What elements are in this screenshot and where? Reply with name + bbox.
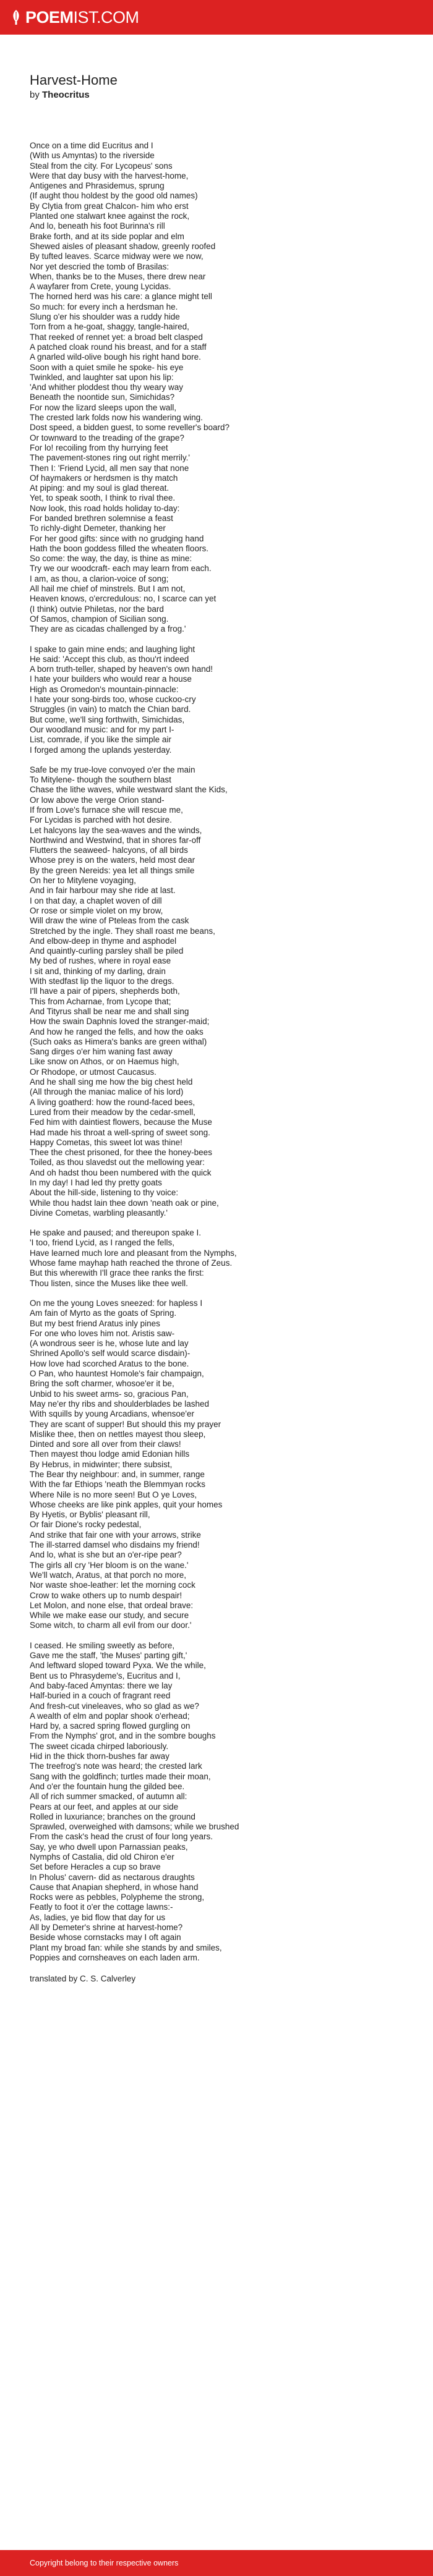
poem-line: Steal from the city. For Lycopeus' sons — [30, 161, 173, 171]
poem-line: Am fain of Myrto as the goats of Spring. — [30, 1308, 177, 1318]
poem-line: Of haymakers or herdsmen is thy match — [30, 473, 178, 483]
poem-line: Will draw the wine of Pteleas from the cask — [30, 916, 189, 926]
site-header — [0, 0, 433, 35]
poem-line: (A wondrous seer is he, whose lute and lay — [30, 1339, 189, 1349]
poem-line: Gave me the staff, 'the Muses' parting gift,' — [30, 1651, 187, 1661]
poem-line: Now look, this road holds holiday to-day: — [30, 503, 180, 513]
poem-line: And o'er the fountain hung the gilded bee. — [30, 1781, 185, 1791]
poem-line: Whose prey is on the waters, held most dear — [30, 855, 195, 865]
poem-line: Then I: 'Friend Lycid, all men say that none — [30, 463, 189, 473]
poem-line: By tufted leaves. Scarce midway were we now, — [30, 252, 204, 261]
poem-stanza — [30, 765, 433, 1218]
poem-line: And lo, what is she but an o'er-ripe pear? — [30, 1550, 182, 1560]
poem-line: For her good gifts: since with no grudging hand — [30, 533, 204, 543]
poem-line: Once on a time did Eucritus and I — [30, 141, 153, 150]
poem-line: O Pan, who hauntest Homole's fair champaign, — [30, 1369, 204, 1379]
poem-line: Bring the soft charmer, whosoe'er it be, — [30, 1379, 174, 1389]
poem-line: And quaintly-curling parsley shall be piled — [30, 946, 184, 956]
poem-line: Thee the chest prisoned, for thee the honey-bees — [30, 1148, 212, 1158]
site-logo-link[interactable] — [11, 9, 139, 26]
poem-line: Fed him with daintiest flowers, because the Muse — [30, 1117, 212, 1127]
poem-line: Where Nile is no more seen! But O ye Loves, — [30, 1489, 197, 1499]
poem-line: By Hebrus, in midwinter; there subsist, — [30, 1459, 173, 1469]
poem-line: Torn from a he-goat, shaggy, tangle-haired, — [30, 322, 189, 332]
poem-line: May ne'er thy ribs and shoulderblades be lashed — [30, 1399, 210, 1409]
poem-line: Were that day busy with the harvest-home, — [30, 171, 189, 180]
poem-line: List, comrade, if you like the simple air — [30, 735, 171, 745]
poem-line: Heaven knows, o'ercredulous: no, I scarce can yet — [30, 594, 216, 604]
poem-line: Nor yet descried the tomb of Brasilas: — [30, 261, 169, 271]
poem-line: Bent us to Phrasydeme's, Eucritus and I, — [30, 1671, 181, 1680]
poem-line: (All through the maniac malice of his lord) — [30, 1087, 184, 1097]
poem-line: I hate your builders who would rear a house — [30, 674, 192, 684]
poem-line: Antigenes and Phrasidemus, sprung — [30, 181, 165, 191]
poem-line: From the cask's head the crust of four long years. — [30, 1832, 213, 1842]
poem-line: A gnarled wild-olive bough his right hand bore. — [30, 352, 201, 362]
site-footer — [0, 2550, 433, 2576]
poem-line: Whose cheeks are like pink apples, quit your homes — [30, 1499, 223, 1509]
logo-light-text: IST.COM — [73, 7, 139, 27]
poem-line: To Mitylene- though the southern blast — [30, 775, 171, 785]
poem-line: (I think) outvie Philetas, nor the bard — [30, 604, 164, 614]
poem-line: At piping: and my soul is glad thereat. — [30, 483, 169, 493]
poem-line: About the hill-side, listening to thy voice: — [30, 1188, 179, 1198]
poem-byline — [30, 90, 433, 100]
poem-line: But come, we'll sing forthwith, Simichidas, — [30, 714, 185, 724]
poem-line: Cause that Anapian shepherd, in whose hand — [30, 1882, 199, 1892]
poem-line: Struggles (in vain) to match the Chian bard. — [30, 705, 191, 714]
translator-credit: translated by C. S. Calverley — [30, 1974, 136, 1984]
poem-line: And lo, beneath his foot Burinna's rill — [30, 221, 165, 231]
poem-line: Planted one stalwart knee against the rock, — [30, 211, 190, 221]
poem-line: For one who loves him not. Aristis saw- — [30, 1328, 175, 1338]
poem-line: While we make ease our study, and secure — [30, 1611, 189, 1621]
poem-line: Whose fame mayhap hath reached the throne of Zeus. — [30, 1258, 233, 1268]
poem-line: Beneath the noontide sun, Simichidas? — [30, 392, 175, 402]
poem-line: Our woodland music: and for my part I- — [30, 724, 174, 734]
poem-line: And oh hadst thou been numbered with the quick — [30, 1167, 212, 1177]
poem-stanza — [30, 1641, 433, 1964]
poem-line: All of rich summer smacked, of autumn all: — [30, 1792, 187, 1802]
poem-line: My bed of rushes, where in royal ease — [30, 956, 171, 966]
poem-line: In my day! I had led thy pretty goats — [30, 1177, 162, 1187]
poem-line: (With us Amyntas) to the riverside — [30, 151, 155, 161]
poem-line: High as Oromedon's mountain-pinnacle: — [30, 684, 179, 694]
logo-bold-text: POEM — [25, 7, 74, 27]
poem-line: How the swain Daphnis loved the stranger-maid; — [30, 1017, 210, 1027]
poem-line: They are scant of supper! But should this my prayer — [30, 1419, 221, 1429]
poem-line: The Bear thy neighbour: and, in summer, range — [30, 1470, 205, 1479]
poem-line: Or Rhodope, or utmost Caucasus. — [30, 1067, 156, 1077]
poem-line: And in fair harbour may she ride at last. — [30, 886, 176, 896]
poem-line: Pears at our feet, and apples at our side — [30, 1802, 179, 1811]
poem-line: Let Molon, and none else, that ordeal brave: — [30, 1600, 194, 1610]
poem-line: Happy Cometas, this sweet lot was thine! — [30, 1137, 182, 1147]
poem-line: Mislike thee, then on nettles mayest thou sleep, — [30, 1429, 206, 1439]
by-label: by — [30, 90, 40, 100]
poem-line: The horned herd was his care: a glance might tell — [30, 292, 212, 302]
poem-line: A born truth-teller, shaped by heaven's own hand! — [30, 664, 213, 674]
poem-line: Or townward to the treading of the grape? — [30, 433, 184, 443]
poem-line: With squills by young Arcadians, whensoe'er — [30, 1409, 194, 1419]
poem-line: They are as cicadas challenged by a frog.' — [30, 624, 186, 634]
poem-line: 'I too, friend Lycid, as I ranged the fells, — [30, 1238, 174, 1248]
poem-line: Hath the boon goddess filled the wheaten floors. — [30, 543, 208, 553]
poem-line: Or rose or simple violet on my brow, — [30, 905, 163, 915]
poem-line: Sang with the goldfinch; turtles made their moan, — [30, 1771, 211, 1781]
poem-line: Dinted and sore all over from their claws! — [30, 1439, 181, 1449]
poem-line: Unbid to his sweet arms- so, gracious Pan, — [30, 1389, 189, 1399]
poem-line: Nymphs of Castalia, did old Chiron e'er — [30, 1852, 174, 1862]
poem-line: Some witch, to charm all evil from our door.' — [30, 1621, 192, 1630]
poem-line: He said: 'Accept this club, as thou'rt indeed — [30, 654, 189, 664]
poem-line: Rocks were as pebbles, Polypheme the strong, — [30, 1892, 205, 1902]
poem-line: Say, ye who dwell upon Parnassian peaks, — [30, 1842, 188, 1852]
poem-line: Or low above the verge Orion stand- — [30, 795, 165, 805]
poem-line: Hard by, a sacred spring flowed gurgling on — [30, 1721, 191, 1731]
poem-line: 'And whither ploddest thou thy weary way — [30, 383, 183, 392]
poem-line: So come: the way, the day, is thine as mine: — [30, 554, 192, 564]
poem-line: Featly to foot it o'er the cottage lawns:- — [30, 1902, 173, 1912]
poem-line: On me the young Loves sneezed: for hapless I — [30, 1298, 203, 1308]
poem-line: Half-buried in a couch of fragrant reed — [30, 1691, 171, 1701]
poem-stanza — [30, 141, 433, 635]
poem-line: Like snow on Athos, or on Haemus high, — [30, 1057, 179, 1067]
poem-line: Slung o'er his shoulder was a ruddy hide — [30, 312, 180, 322]
poem-line: Then mayest thou lodge amid Edonian hills — [30, 1449, 190, 1459]
poem-line: The sweet cicada chirped laboriously. — [30, 1741, 169, 1751]
poem-line: We'll watch, Aratus, at that porch no more, — [30, 1570, 186, 1580]
poem-line: But my best friend Aratus inly pines — [30, 1318, 160, 1328]
poem-line: I sit and, thinking of my darling, drain — [30, 966, 166, 976]
poem-line: How love had scorched Aratus to the bone. — [30, 1358, 189, 1368]
poem-stanza — [30, 1299, 433, 1631]
poem-line: Set before Heracles a cup so brave — [30, 1862, 161, 1872]
poem-body — [30, 141, 433, 1963]
poem-line: I spake to gain mine ends; and laughing light — [30, 644, 195, 654]
poem-line: For lo! recoiling from thy hurrying feet — [30, 443, 168, 452]
poem-content — [0, 35, 433, 1983]
poem-line: As, ladies, ye bid flow that day for us — [30, 1912, 166, 1922]
poem-line: Hid in the thick thorn-bushes far away — [30, 1752, 169, 1761]
poem-line: I hate your song-birds too, whose cuckoo-cry — [30, 695, 196, 705]
poem-line: Poppies and cornsheaves on each laden arm. — [30, 1952, 200, 1962]
poem-line: But this wherewith I'll grace thee ranks the first: — [30, 1268, 204, 1278]
poem-line: Brake forth, and at its side poplar and elm — [30, 231, 184, 241]
poem-line: And strike that fair one with your arrows, strike — [30, 1530, 201, 1540]
poem-line: The crested lark folds now his wandering wing. — [30, 413, 203, 423]
poem-line: Stretched by the ingle. They shall roast me beans, — [30, 926, 215, 936]
poem-line: From the Nymphs' grot, and in the sombre boughs — [30, 1731, 216, 1741]
poem-line: And how he ranged the fells, and how the oaks — [30, 1027, 204, 1036]
poem-line: Of Samos, champion of Sicilian song. — [30, 614, 169, 624]
poem-line: Let halcyons lay the sea-waves and the winds, — [30, 825, 202, 835]
poem-line: I on that day, a chaplet woven of dill — [30, 896, 162, 905]
poem-line: Nor waste shoe-leather: let the morning cock — [30, 1580, 195, 1590]
poem-line: On her to Mitylene voyaging, — [30, 876, 136, 886]
poem-line: And he shall sing me how the big chest held — [30, 1077, 193, 1087]
poem-line: Have learned much lore and pleasant from the Nymphs, — [30, 1248, 237, 1258]
poem-line: Flutters the seaweed- halcyons, of all birds — [30, 845, 188, 855]
poem-line: A living goatherd: how the round-faced bees, — [30, 1097, 195, 1107]
poem-line: Twinkled, and laughter sat upon his lip: — [30, 372, 174, 382]
poem-line: I forged among the uplands yesterday. — [30, 745, 172, 755]
poem-line: While thou hadst lain thee down 'neath oak or pine, — [30, 1198, 219, 1208]
copyright-text: Copyright belong to their respective owners — [30, 2559, 179, 2567]
poem-stanza — [30, 645, 433, 755]
poem-line: A wayfarer from Crete, young Lycidas. — [30, 282, 171, 292]
poem-line: So much: for every inch a herdsman he. — [30, 302, 178, 311]
poem-line: That reeked of rennet yet: a broad belt clasped — [30, 332, 203, 342]
poem-line: All hail me chief of minstrels. But I am not, — [30, 584, 186, 594]
poem-line: A wealth of elm and poplar shook o'erhead; — [30, 1711, 190, 1721]
poem-line: He spake and paused; and thereupon spake I. — [30, 1228, 201, 1238]
poem-line: The girls all cry 'Her bloom is on the wane.' — [30, 1560, 189, 1570]
poem-line: Rolled in luxuriance; branches on the ground — [30, 1811, 195, 1821]
poem-line: With the far Ethiops 'neath the Blemmyan rocks — [30, 1480, 205, 1489]
poem-line: Had made his throat a well-spring of sweet song. — [30, 1127, 210, 1137]
poem-line: Crow to wake others up to numb despair! — [30, 1590, 182, 1600]
poem-line: Chase the lithe waves, while westward slant the Kids, — [30, 785, 228, 795]
poem-line: Soon with a quiet smile he spoke- his eye — [30, 362, 184, 372]
poem-line: And Tityrus shall be near me and shall sing — [30, 1006, 189, 1016]
poem-line: In Pholus' cavern- did as nectarous draughts — [30, 1872, 195, 1882]
poem-line: For Lycidas is parched with hot desire. — [30, 815, 172, 825]
poem-line: When, thanks be to the Muses, there drew near — [30, 271, 206, 281]
poem-line: And baby-faced Amyntas: there we lay — [30, 1680, 173, 1690]
poem-line: And elbow-deep in thyme and asphodel — [30, 936, 177, 946]
poem-line: If from Love's furnace she will rescue me, — [30, 805, 183, 815]
poem-line: With stedfast lip the liquor to the dregs. — [30, 977, 174, 986]
poem-line: Shewed aisles of pleasant shadow, greenly roofed — [30, 241, 216, 251]
poem-line: (If aught thou holdest by the good old names) — [30, 191, 198, 201]
poem-line: By Clytia from great Chalcon- him who erst — [30, 201, 189, 211]
poem-line: Beside whose cornstacks may I oft again — [30, 1933, 181, 1943]
poem-line: For now the lizard sleeps upon the wall, — [30, 402, 177, 412]
poem-line: (Such oaks as Himera's banks are green withal) — [30, 1036, 207, 1046]
poem-line: Lured from their meadow by the cedar-smell, — [30, 1107, 195, 1117]
poem-line: And leftward sloped toward Pyxa. We the while, — [30, 1661, 206, 1671]
poem-line: Sprawled, overweighed with damsons; while we brushed — [30, 1822, 239, 1832]
poem-line: Dost speed, a bidden guest, to some reveller's board? — [30, 423, 230, 433]
poem-title: Harvest-Home — [30, 72, 118, 88]
poem-line: I ceased. He smiling sweetly as before, — [30, 1640, 175, 1650]
poem-line: By the green Nereids: yea let all things smile — [30, 865, 195, 875]
author-link[interactable]: Theocritus — [42, 90, 90, 100]
poem-line: The treefrog's note was heard; the crested lark — [30, 1761, 202, 1771]
poem-line: I'll have a pair of pipers, shepherds both, — [30, 986, 180, 996]
quill-pen-icon — [11, 9, 21, 25]
poem-line: For banded brethren solemnise a feast — [30, 513, 173, 523]
poem-line: And fresh-cut vineleaves, who so glad as we? — [30, 1701, 199, 1711]
poem-line: All by Demeter's shrine at harvest-home? — [30, 1923, 183, 1933]
poem-line: Thou listen, since the Muses like thee well. — [30, 1278, 188, 1288]
poem-line: I am, as thou, a clarion-voice of song; — [30, 574, 169, 583]
poem-line: To richly-dight Demeter, thanking her — [30, 523, 166, 533]
poem-line: Or fair Dione's rocky pedestal, — [30, 1520, 142, 1530]
poem-line: The pavement-stones ring out right merrily.' — [30, 453, 190, 463]
poem-line: Divine Cometas, warbling pleasantly.' — [30, 1208, 168, 1218]
poem-line: Plant my broad fan: while she stands by and smiles, — [30, 1943, 222, 1952]
poem-line: Shrined Apollo's self would scarce disdain)- — [30, 1349, 191, 1358]
poem-line: Safe be my true-love convoyed o'er the main — [30, 765, 195, 774]
poem-line: Northwind and Westwind, that in shores far-off — [30, 835, 201, 845]
poem-line: Sang dirges o'er him waning fast away — [30, 1047, 173, 1057]
poem-line: Yet, to speak sooth, I think to rival thee. — [30, 493, 176, 503]
poem-line: Try we our woodcraft- each may learn from each. — [30, 564, 212, 574]
poem-line: Toiled, as thou slavedst out the mellowing year: — [30, 1158, 205, 1167]
poem-line: By Hyetis, or Byblis' pleasant rill, — [30, 1510, 150, 1520]
poem-line: The ill-starred damsel who disdains my friend! — [30, 1540, 200, 1550]
poem-line: This from Acharnae, from Lycope that; — [30, 996, 171, 1006]
poem-stanza — [30, 1228, 433, 1289]
site-logo-text — [25, 9, 139, 26]
poem-line: A patched cloak round his breast, and for a staff — [30, 342, 207, 352]
